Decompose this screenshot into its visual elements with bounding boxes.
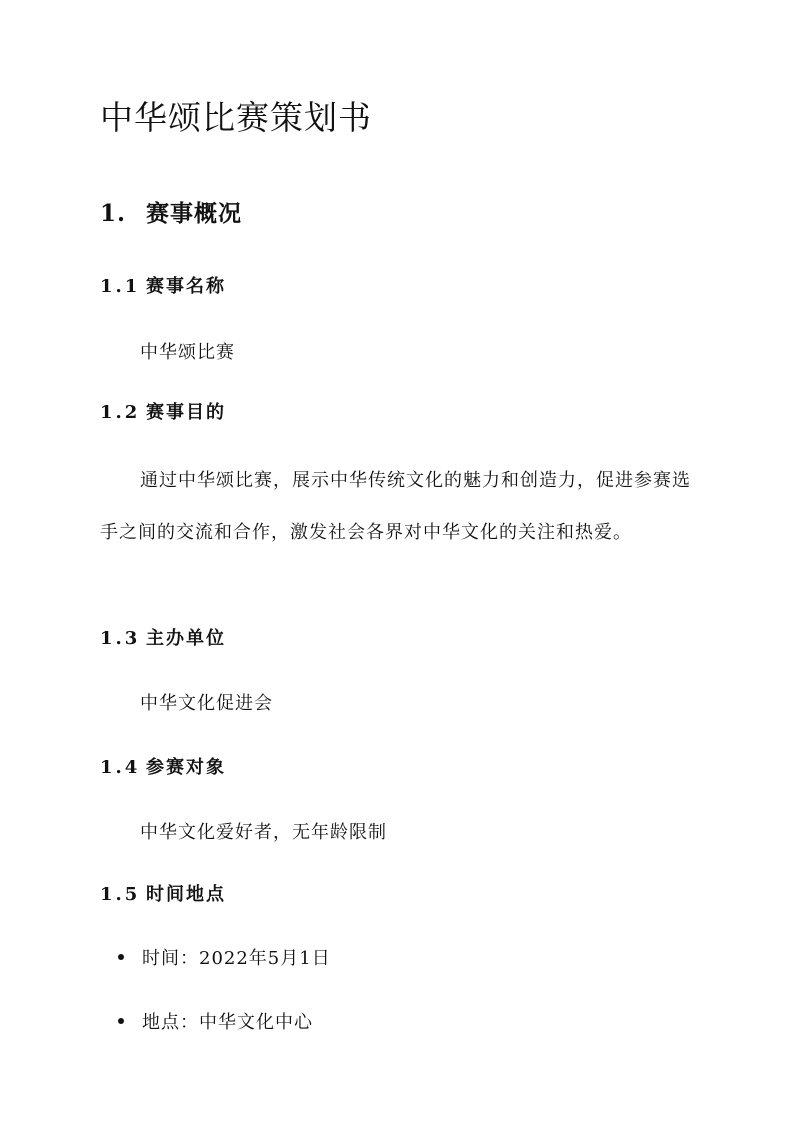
section-title: 赛事概况: [146, 200, 242, 227]
bullet-icon: [118, 1018, 124, 1024]
subsection-number: 1.4: [100, 757, 141, 778]
participants-text: 中华文化爱好者，无年龄限制: [140, 822, 387, 843]
subsection-heading-1-1: [100, 272, 226, 298]
subsection-title: 主办单位: [146, 628, 226, 649]
event-name-text: 中华颂比赛: [140, 342, 235, 363]
list-item-location: [118, 1008, 313, 1034]
list-item-text: 时间：2022年5月1日: [142, 948, 331, 969]
subsection-title: 赛事目的: [146, 402, 226, 423]
subsection-number: 1.3: [100, 628, 141, 649]
subsection-heading-1-4: [100, 753, 226, 779]
event-purpose-paragraph: 通过中华颂比赛，展示中华传统文化的魅力和创造力，促进参赛选手之间的交流和合作，激发社会各界对中华文化的关注和热爱。: [100, 470, 691, 543]
subsection-title: 参赛对象: [146, 757, 226, 778]
subsection-number: 1.1: [100, 276, 141, 297]
list-item-time: [118, 944, 331, 970]
list-item-text: 地点：中华文化中心: [142, 1012, 313, 1033]
section-heading-1: [100, 195, 242, 228]
subsection-title: 赛事名称: [146, 276, 226, 297]
subsection-number: 1.5: [100, 884, 141, 905]
section-number: 1.: [100, 200, 127, 227]
subsection-heading-1-3: [100, 624, 226, 650]
subsection-title: 时间地点: [146, 884, 226, 905]
organizer-text: 中华文化促进会: [140, 693, 273, 714]
bullet-icon: [118, 954, 124, 960]
document-title: 中华颂比赛策划书: [100, 98, 372, 137]
subsection-heading-1-2: [100, 398, 226, 424]
subsection-heading-1-5: [100, 880, 226, 906]
subsection-number: 1.2: [100, 402, 141, 423]
